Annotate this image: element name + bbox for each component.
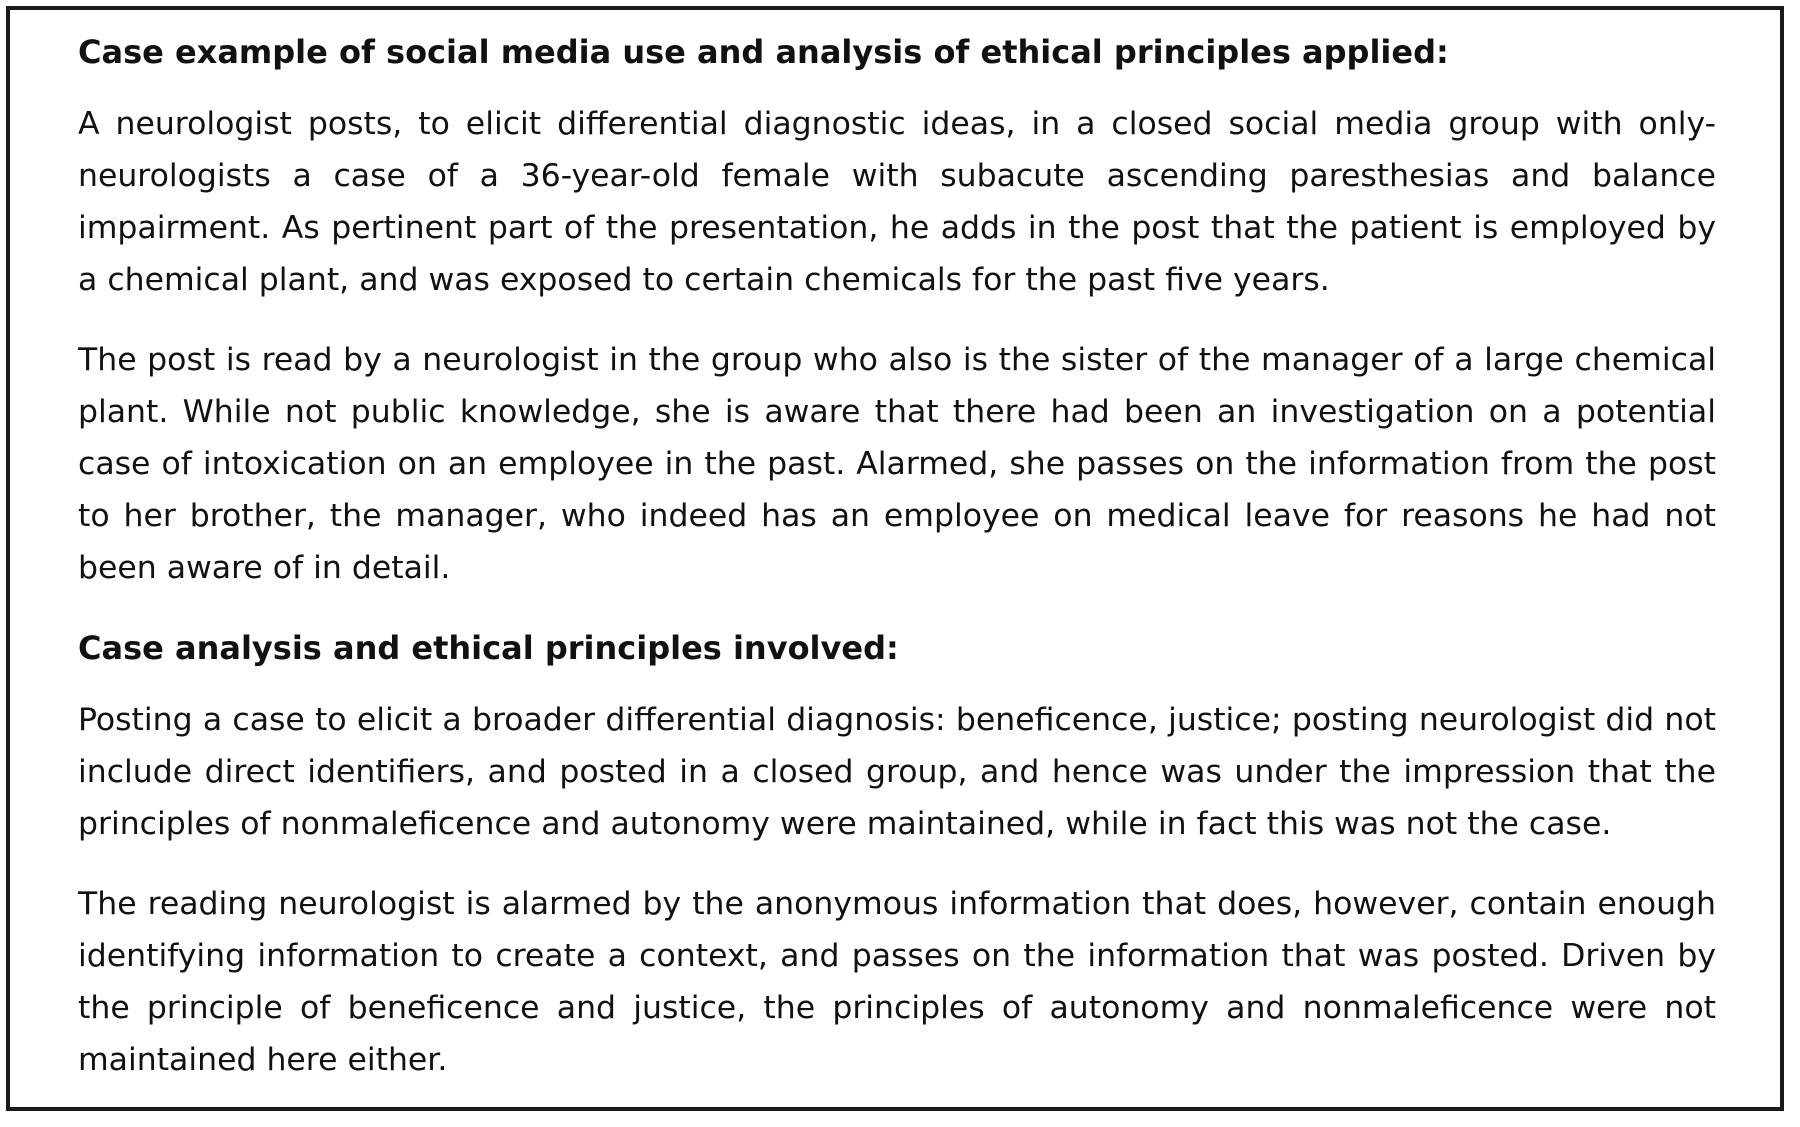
case-analysis-heading: Case analysis and ethical principles involved: — [78, 629, 899, 667]
case-example-heading: Case example of social media use and analysis of ethical principles applied: — [78, 33, 1449, 71]
case-consequence-paragraph: The post is read by a neurologist in the group who also is the sister of the manager of a large chemical plant. While not public knowledge, she is aware that there had been an investigation on a potential case of intoxication on an employee in the past. Alarmed, she passes on the information from the post to her brother, the manager, who indeed has an employee on medical leave for reasons he had not been aware of in detail. — [78, 342, 1716, 586]
analysis-reading-paragraph: The reading neurologist is alarmed by the anonymous information that does, however, contain enough identifying information to create a context, and passes on the information that was posted. Driven by the principle of beneficence and justice, the principles of autonomy and nonmaleficence were not maintained here either. — [78, 886, 1716, 1078]
case-description-paragraph: A neurologist posts, to elicit differential diagnostic ideas, in a closed social media group with only-neurologists a case of a 36-year-old female with subacute ascending paresthesias and balance impairment. As pertinent part of the presentation, he adds in the post that the patient is employed by a chemical plant, and was exposed to certain chemicals for the past five years. — [78, 106, 1716, 298]
case-example-box — [6, 6, 1784, 1111]
analysis-posting-paragraph: Posting a case to elicit a broader differential diagnosis: beneficence, justice; posting neurologist did not include direct identifiers, and posted in a closed group, and hence was under the impression that the principles of nonmaleficence and autonomy were maintained, while in fact this was not the case. — [78, 702, 1716, 842]
